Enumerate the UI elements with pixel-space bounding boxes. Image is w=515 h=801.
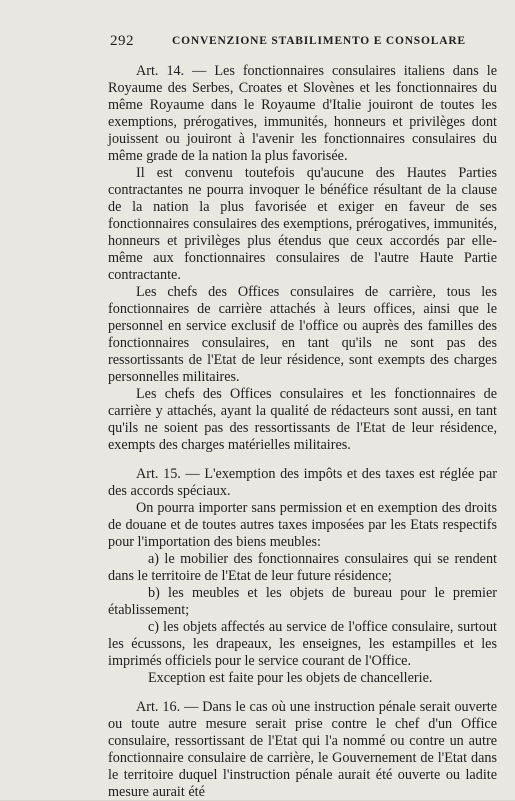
article-15-item-b: b) les meubles et les objets de bureau pour le premier établissement; xyxy=(108,585,497,618)
article-15-item-c: c) les objets affectés au service de l'office consulaire, surtout les écussons, les drapeaux, les enseignes, les estampilles et les imprimés officiels pour le service courant de l'Office. xyxy=(108,619,497,669)
body-text xyxy=(108,63,497,801)
running-head: CONVENZIONE STABILIMENTO E CONSOLARE xyxy=(172,35,466,47)
article-14-personnel-paragraph: Les chefs des Offices consulaires de carrière, tous les fonctionnaires de carrière attachés à leurs offices, ainsi que le personnel en service exclusif de l'office ou auprès des familles des fonctionnaires consulaires, en tant qu'ils ne sont pas des ressortissants de l'Etat de leur résidence, sont exempts des charges personnelles militaires. xyxy=(108,284,497,385)
article-16-paragraph: Art. 16. — Dans le cas où une instruction pénale serait ouverte ou toute autre mesure serait prise contre le chef d'un Office consulaire, ressortissant de l'Etat qui l'a nommé ou contre un autre fonctionnaire consulaire de carrière, le Gouvernement de l'Etat dans le territoire duquel l'instruction pénale aurait été ouverte ou ladite mesure aurait été xyxy=(108,699,497,800)
page-number: 292 xyxy=(110,33,134,49)
article-14-paragraph: Art. 14. — Les fonctionnaires consulaires italiens dans le Royaume des Serbes, Croates et Slovènes et les fonctionnaires du même Royaume dans le Royaume d'Italie jouiront de toutes les exemptions, prérogatives, immunités, honneurs et privilèges dont jouissent ou jouiront à l'avenir les fonctionnaires consulaires du même grade de la nation la plus favorisée. xyxy=(108,63,497,164)
article-15-import-paragraph: On pourra importer sans permission et en exemption des droits de douane et de toutes autres taxes imposées par les Etats respectifs pour l'importation des biens meubles: xyxy=(108,500,497,550)
article-15-paragraph: Art. 15. — L'exemption des impôts et des taxes est réglée par des accords spéciaux. xyxy=(108,466,497,499)
article-14-military-paragraph: Les chefs des Offices consulaires et les fonctionnaires de carrière y attachés, ayant la qualité de rédacteurs sont aussi, en tant qu'ils ne soient pas des ressortissants de l'Etat de leur résidence, exempts des charges matérielles militaires. xyxy=(108,386,497,453)
article-15-exception: Exception est faite pour les objets de chancellerie. xyxy=(148,670,433,686)
page-header xyxy=(110,33,500,53)
article-14-clause-paragraph: Il est convenu toutefois qu'aucune des Hautes Parties contractantes ne pourra invoquer le bénéfice résultant de la clause de la nation la plus favorisée et exiger en faveur de ses fonctionnaires consulaires des exemptions, prérogatives, immunités, honneurs et privilèges plus étendus que ceux accordés par elle-même aux fonctionnaires consulaires de l'autre Haute Partie contractante. xyxy=(108,165,497,283)
article-15-item-a: a) le mobilier des fonctionnaires consulaires qui se rendent dans le territoire de l'Etat de leur future résidence; xyxy=(108,551,497,584)
